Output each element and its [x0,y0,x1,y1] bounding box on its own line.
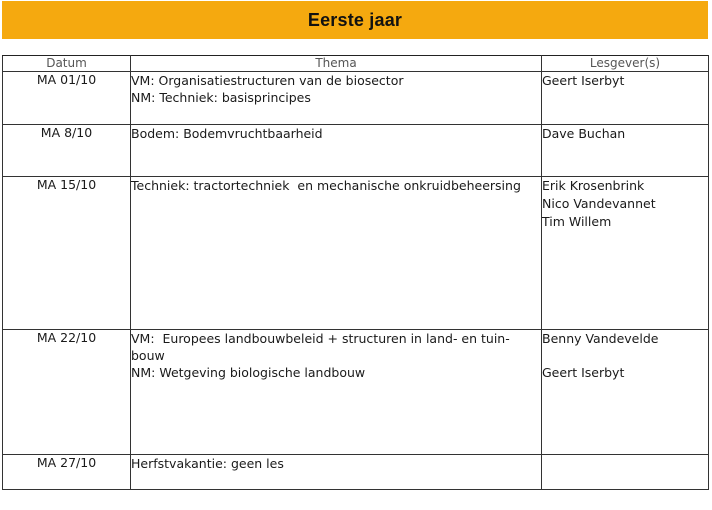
theme-line: VM: Organisatiestructuren van de biosector [131,73,404,88]
theme-cell [131,177,542,330]
theme-cell [131,330,542,455]
teacher-name: Erik Krosenbrink [542,178,645,193]
column-header-teacher: Lesgever(s) [542,56,709,72]
theme-line: Techniek: tractortechniek en mechanische onkruidbeheersing [131,178,521,193]
teacher-name: Dave Buchan [542,126,626,141]
theme-line: Herfstvakantie: geen les [131,456,284,471]
section-title: Eerste jaar [307,9,403,30]
theme-cell [131,455,542,490]
table-row [3,177,709,330]
table-row [3,72,709,125]
date-cell: MA 01/10 [3,72,131,125]
teacher-name: Benny Vandevelde [542,331,659,346]
teacher-cell [542,125,709,177]
table-row [3,330,709,455]
theme-cell [131,72,542,125]
teacher-name: Geert Iserbyt [542,73,625,88]
teacher-cell [542,177,709,330]
date-cell: MA 22/10 [3,330,131,455]
date-cell: MA 27/10 [3,455,131,490]
column-header-theme: Thema [131,56,542,72]
table-row [3,455,709,490]
column-header-date: Datum [3,56,131,72]
teacher-name: Tim Willem [542,214,612,229]
theme-line: Bodem: Bodemvruchtbaarheid [131,126,323,141]
date-cell: MA 8/10 [3,125,131,177]
schedule-table [2,55,709,490]
date-cell: MA 15/10 [3,177,131,330]
theme-line: VM: Europees landbouwbeleid + structuren in land- en tuin- [131,331,510,346]
table-row [3,125,709,177]
theme-line: bouw [131,348,165,363]
table-header-row [3,56,709,72]
teacher-name: Nico Vandevannet [542,196,656,211]
teacher-cell [542,72,709,125]
teacher-name: Geert Iserbyt [542,365,625,380]
section-header-banner [2,1,708,39]
teacher-cell [542,455,709,490]
theme-line: NM: Techniek: basisprincipes [131,90,311,105]
theme-line: NM: Wetgeving biologische landbouw [131,365,366,380]
theme-cell [131,125,542,177]
teacher-spacer [542,348,708,364]
teacher-cell [542,330,709,455]
